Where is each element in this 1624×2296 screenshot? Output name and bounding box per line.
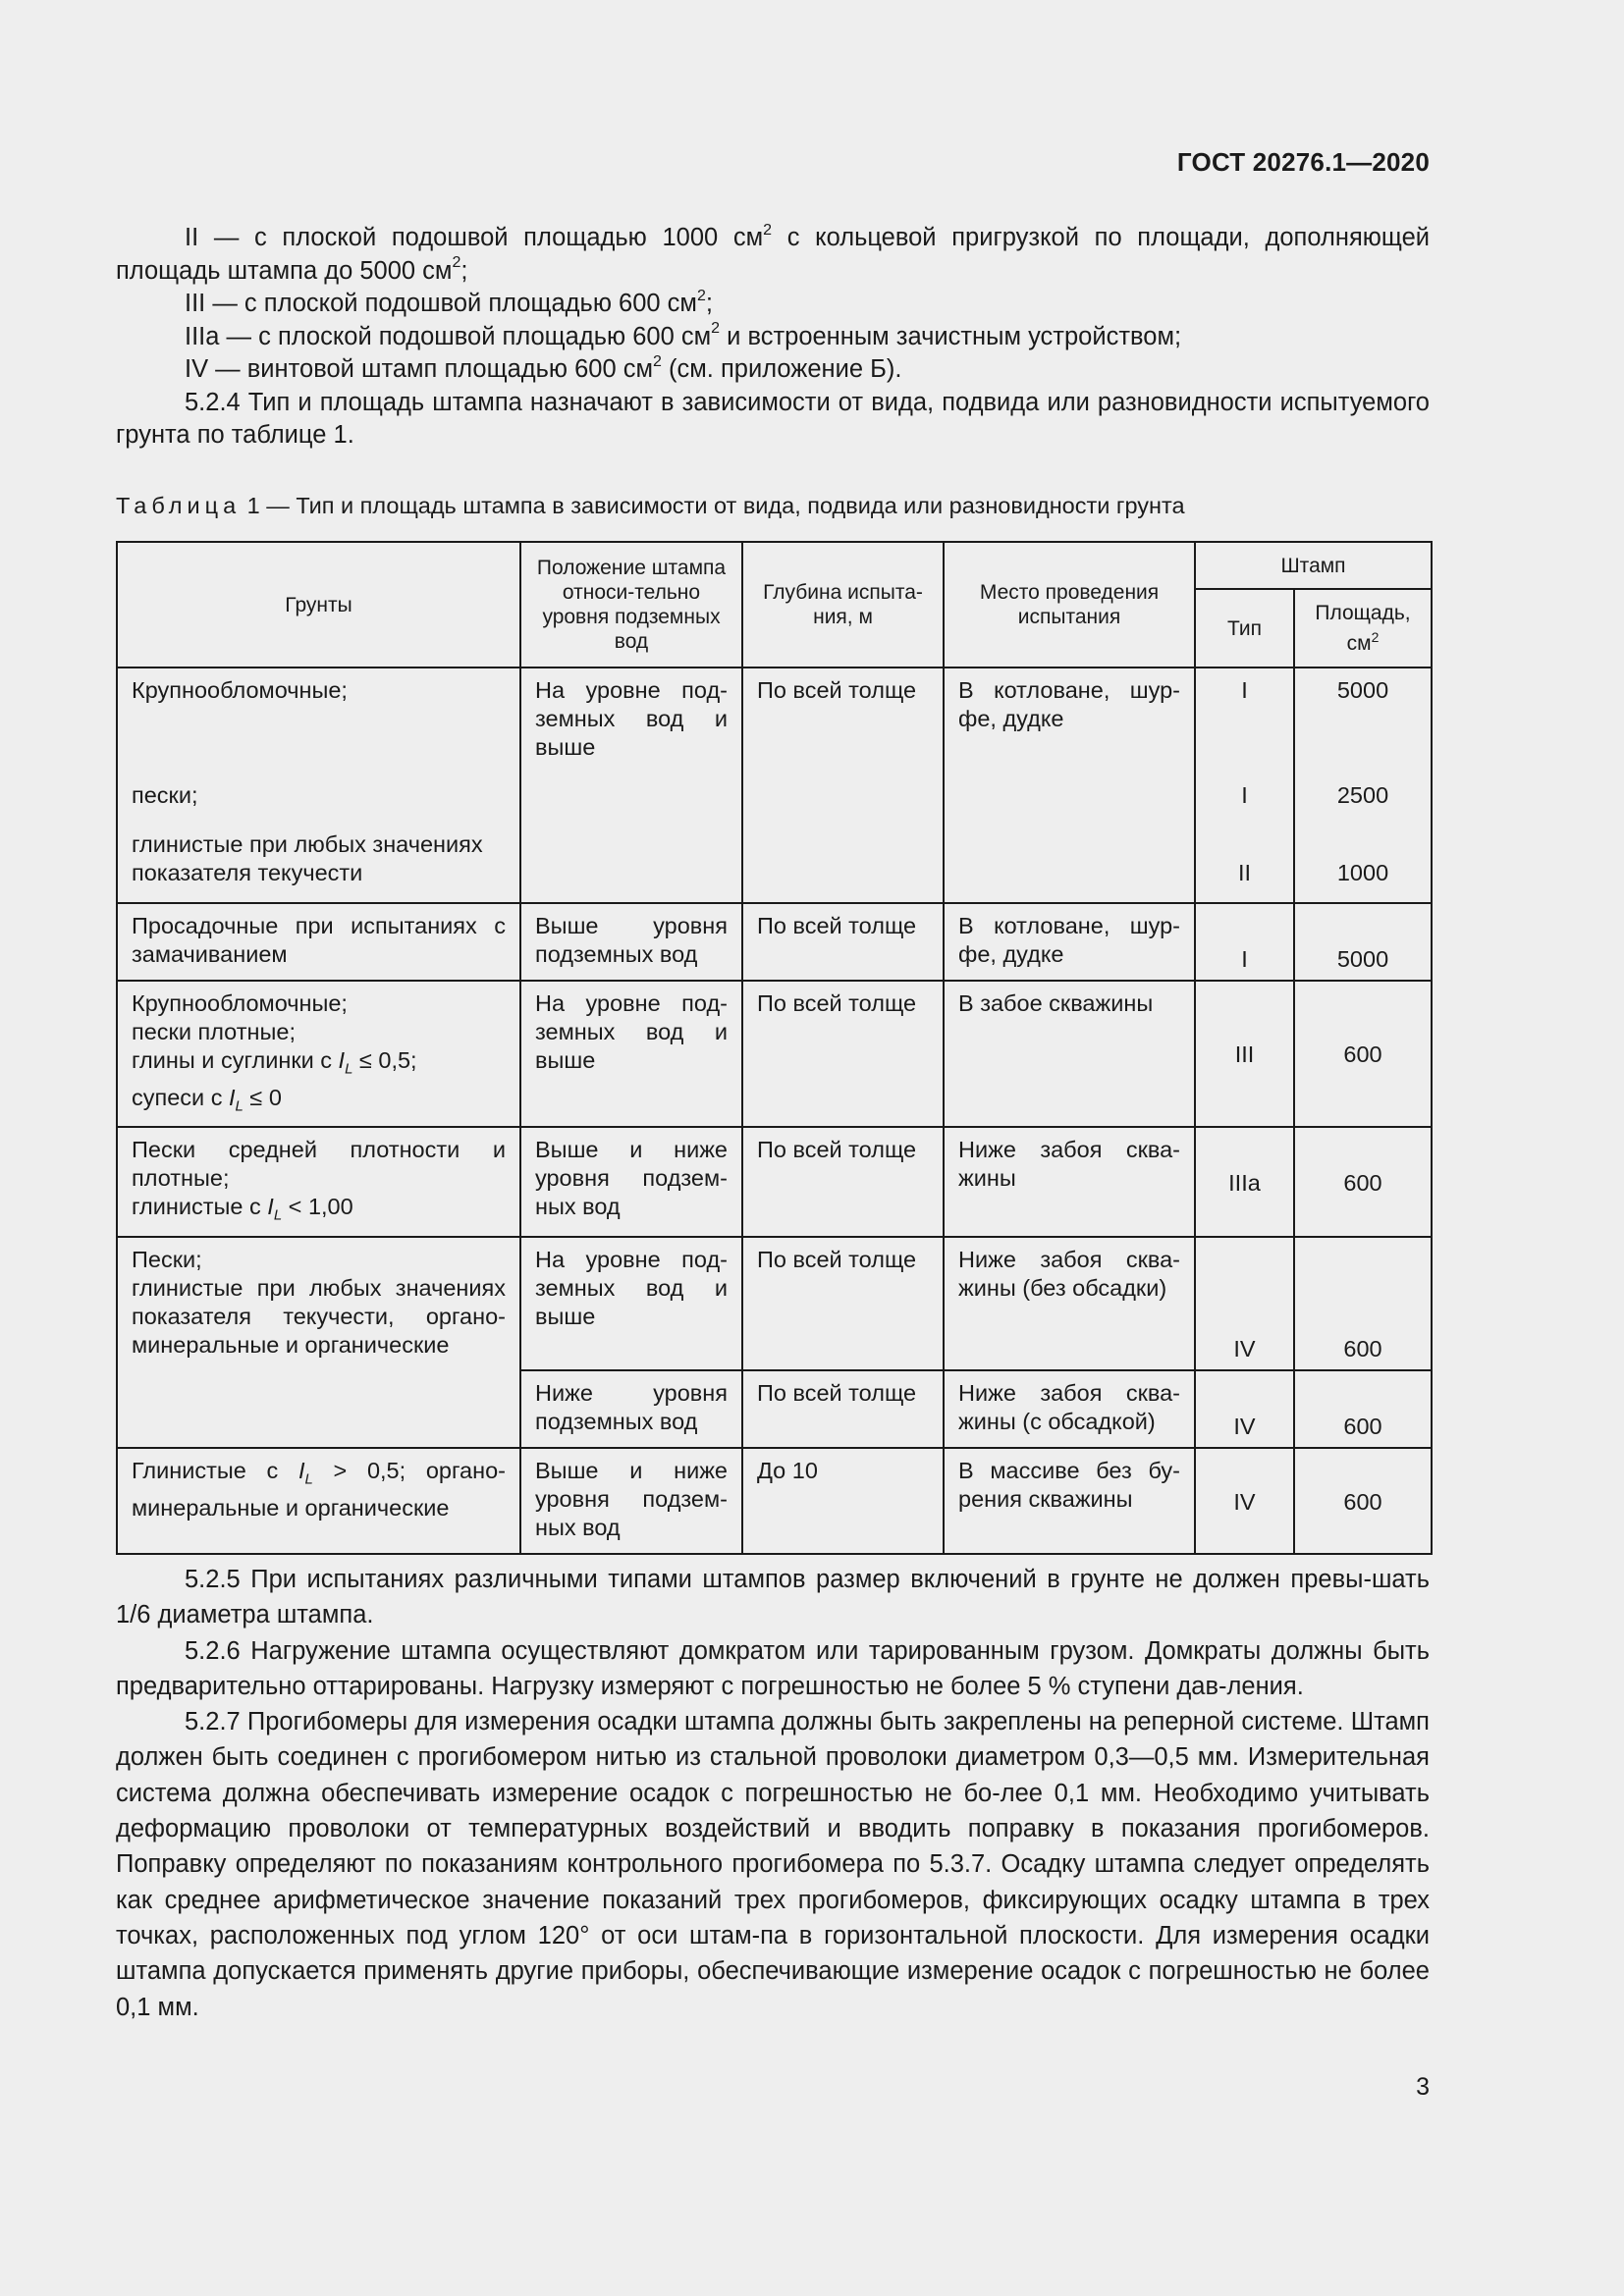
table-row (117, 1237, 1432, 1370)
header-place: Место проведения испытания (944, 542, 1195, 667)
cell-position: Выше уровня подземных вод (520, 903, 742, 981)
cell-soil: Глинистые с $I_L > 0,5$; органо-минеральные и органические (117, 1448, 520, 1554)
cell-position: Выше и ниже уровня подзем-ных вод (520, 1448, 742, 1554)
intro-text (116, 222, 1430, 453)
cell-position: На уровне под-земных вод и выше (520, 1237, 742, 1370)
paragraph-5-2-6: 5.2.6 Нагружение штампа осуществляют домкратом или тарированным грузом. Домкраты должны быть предварительно оттарированы. Нагрузку измеряют с погрешностью не более 5 % ступени дав-ления. (116, 1636, 1430, 1700)
paragraph-stamp-iv: IV — винтовой штамп площадью 600 $см^2$ (см. приложение Б). (185, 352, 902, 383)
paragraph-5-2-7: 5.2.7 Прогибомеры для измерения осадки штампа должны быть закреплены на реперной системе. Штамп должен быть соединен с прогибомером нитью из стальной проволоки диаметром 0,3—0,5 мм. Измерительная система должна обеспечивать измерение осадок с погрешностью не бо-лее 0,1 мм. Необходимо учитывать деформацию проволоки от температурных воздействий и вводить поправку в показания прогибомеров. Поправку определяют по показаниям контрольного прогибомера по 5.3.7. Осадку штампа следует определять как среднее арифметическое значение показаний трех прогибомеров, фиксирующих осадку штампа в трех точках, расположенных под углом 120° от оси штам-па в горизонтальной плоскости. Для измерения осадки штампа допускается применять другие приборы, обеспечивающие измерение осадок с погрешностью не более 0,1 мм. (116, 1708, 1430, 2021)
cell-area: 5000 (1294, 903, 1432, 981)
cell-area: 600 (1294, 981, 1432, 1127)
cell-place: В забое скважины (944, 981, 1195, 1127)
cell-area: 600 (1294, 1370, 1432, 1448)
cell-depth: По всей толще (742, 903, 944, 981)
cell-type: III (1195, 981, 1294, 1127)
paragraph-5-2-4: 5.2.4 Тип и площадь штампа назначают в зависимости от вида, подвида или разновидности испытуемого грунта по таблице 1. (116, 388, 1430, 449)
page-number: 3 (1416, 2073, 1430, 2101)
cell-type: IV (1195, 1237, 1294, 1370)
cell-type: IV (1195, 1448, 1294, 1554)
cell-place: Ниже забоя сква-жины (без обсадки) (944, 1237, 1195, 1370)
table-row (117, 981, 1432, 1127)
cell-area: 600 (1294, 1237, 1432, 1370)
cell-depth: До 10 (742, 1448, 944, 1554)
document-code: ГОСТ 20276.1—2020 (1176, 147, 1430, 177)
cell-soil: Пески средней плотности и плотные; глинистые с $I_L < 1,00$ (117, 1127, 520, 1237)
cell-type: I I II (1195, 667, 1294, 903)
cell-type: IIIa (1195, 1127, 1294, 1237)
cell-soil: Крупнообломочные; пески плотные; глины и суглинки с $I_L \le 0,5$; супеси с $I_L \le 0$ (117, 981, 520, 1127)
cell-depth: По всей толще (742, 1237, 944, 1370)
paragraph-5-2-5: 5.2.5 При испытаниях различными типами штампов размер включений в грунте не должен превы-шать 1/6 диаметра штампа. (116, 1566, 1430, 1629)
paragraph-stamp-ii: II — с плоской подошвой площадью 1000 $см^2$ с кольцевой пригрузкой по площади, дополняющей площадь штампа до 5000 $см^2$; (116, 221, 1430, 285)
header-stamp: Штамп (1195, 542, 1432, 589)
cell-position: На уровне под-земных вод и выше (520, 981, 742, 1127)
cell-area: 600 (1294, 1448, 1432, 1554)
paragraph-stamp-iii: III — с плоской подошвой площадью 600 $см^2$; (185, 287, 713, 317)
cell-depth: По всей толще (742, 667, 944, 903)
cell-soil: Крупнообломочные; пески; глинистые при любых значениях показателя текучести (117, 667, 520, 903)
cell-place: В массиве без бу-рения скважины (944, 1448, 1195, 1554)
table-row (117, 1448, 1432, 1554)
cell-area: 5000 2500 1000 (1294, 667, 1432, 903)
cell-position: На уровне под-земных вод и выше (520, 667, 742, 903)
header-soils: Грунты (117, 542, 520, 667)
cell-type: I (1195, 903, 1294, 981)
cell-position: Ниже уровня подземных вод (520, 1370, 742, 1448)
table-row (117, 667, 1432, 903)
cell-soil: Пески; глинистые при любых значениях показателя текучести, органо-минеральные и органические (117, 1237, 520, 1448)
cell-depth: По всей толще (742, 1370, 944, 1448)
paragraph-stamp-iiia: IIIa — с плоской подошвой площадью 600 $см^2$ и встроенным зачистным устройством; (185, 320, 1182, 350)
cell-area: 600 (1294, 1127, 1432, 1237)
cell-place: В котловане, шур-фе, дудке (944, 667, 1195, 903)
stamp-table (116, 541, 1433, 1555)
header-area: Площадь, $см^2$ (1294, 589, 1432, 667)
cell-depth: По всей толще (742, 1127, 944, 1237)
header-depth: Глубина испыта-ния, м (742, 542, 944, 667)
after-text (116, 1562, 1430, 2025)
header-type: Тип (1195, 589, 1294, 667)
cell-position: Выше и ниже уровня подзем-ных вод (520, 1127, 742, 1237)
cell-place: В котловане, шур-фе, дудке (944, 903, 1195, 981)
table-row (117, 1127, 1432, 1237)
cell-place: Ниже забоя сква-жины (с обсадкой) (944, 1370, 1195, 1448)
table-caption: Таблица 1 — Тип и площадь штампа в зависимости от вида, подвида или разновидности грунта (116, 493, 1185, 518)
cell-place: Ниже забоя сква-жины (944, 1127, 1195, 1237)
cell-soil: Просадочные при испытаниях с замачиванием (117, 903, 520, 981)
table-header-row (117, 542, 1432, 589)
table-row (117, 903, 1432, 981)
cell-depth: По всей толще (742, 981, 944, 1127)
header-position: Положение штампа относи-тельно уровня подземных вод (520, 542, 742, 667)
cell-type: IV (1195, 1370, 1294, 1448)
